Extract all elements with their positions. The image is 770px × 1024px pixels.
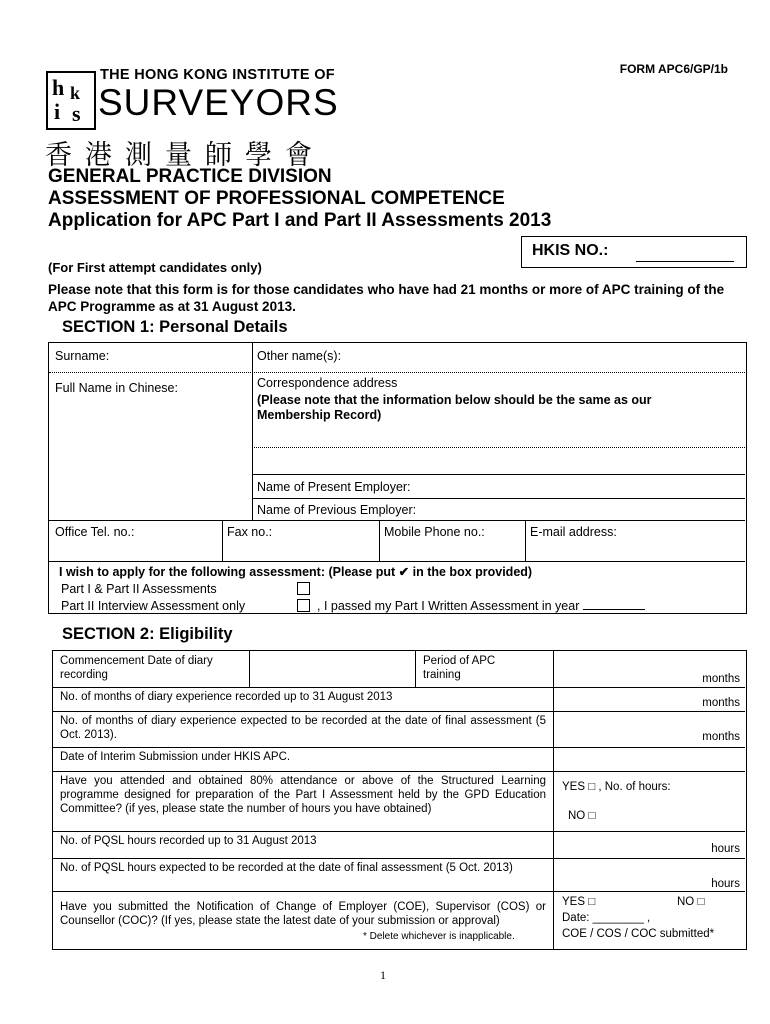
pqsl-expected-hours-unit: hours — [711, 878, 740, 890]
diary-recorded-months-unit: months — [702, 697, 740, 709]
logo-letter-k: k — [70, 83, 81, 103]
eligibility-notice: Please note that this form is for those candidates who have had 21 months or more of APC training of the APC Programme as at 31 August 2013. — [48, 282, 725, 314]
assessment-heading: ASSESSMENT OF PROFESSIONAL COMPETENCE — [48, 188, 505, 209]
logo-letter-i: i — [54, 99, 61, 124]
coe-submitted-label: COE / COS / COC submitted* — [562, 928, 715, 940]
apply-heading — [59, 565, 532, 580]
institute-name-line2: SURVEYORS — [98, 82, 339, 123]
coe-no-option[interactable]: NO □ — [677, 896, 705, 908]
mobile-label: Mobile Phone no.: — [384, 525, 485, 539]
hkis-no-box — [521, 236, 747, 268]
logo-letter-s: s — [72, 101, 81, 126]
coe-question: Have you submitted the Notification of Change of Employer (COE), Supervisor (COS) or Counsellor (COC)? (If yes, please state the latest date of your submission or approval) — [60, 901, 546, 927]
interim-submission-label: Date of Interim Submission under HKIS APC. — [60, 751, 291, 763]
tick-icon: ✔ — [398, 565, 410, 579]
full-name-chinese-label: Full Name in Chinese: — [55, 381, 178, 395]
office-tel-label: Office Tel. no.: — [55, 525, 135, 539]
year-field[interactable] — [583, 609, 645, 610]
coe-date-field[interactable]: Date: ________ , — [562, 912, 651, 924]
diary-expected-label: No. of months of diary experience expected to be recorded at the date of final assessment (5 Oct. 2013). — [60, 715, 546, 741]
surname-label: Surname: — [55, 349, 110, 363]
option-part2-only-label: Part II Interview Assessment only — [61, 599, 246, 613]
eligibility-table — [52, 650, 747, 950]
diary-expected-months-unit: months — [702, 731, 740, 743]
commencement-date-label: Commencement Date of diary recording — [60, 655, 213, 681]
application-heading: Application for APC Part I and Part II Assessments 2013 — [48, 210, 552, 231]
period-months-unit: months — [702, 673, 740, 685]
hkis-no-field[interactable] — [636, 261, 734, 262]
option-part1-part2-label: Part I & Part II Assessments — [61, 582, 217, 596]
attendance-question: Have you attended and obtained 80% attendance or above of the Structured Learning programme designed for preparation of the Part I Assessment held by the GPD Education Committee? (if yes, please state the number of hours you have obtained) — [60, 775, 546, 815]
pqsl-expected-label: No. of PQSL hours expected to be recorded at the date of final assessment (5 Oct. 2013) — [60, 862, 513, 874]
previous-employer-label: Name of Previous Employer: — [257, 503, 417, 517]
hkis-no-label: HKIS NO.: — [532, 242, 609, 259]
apply-heading-text: I wish to apply for the following assessment: (Please put — [59, 565, 396, 579]
logo-letter-h: h — [52, 75, 65, 100]
pqsl-recorded-hours-unit: hours — [711, 843, 740, 855]
part1-passed-year-text: , I passed my Part I Written Assessment in year — [317, 599, 580, 613]
section1-title: SECTION 1: Personal Details — [62, 318, 288, 336]
apply-heading-end: in the box provided) — [412, 565, 533, 579]
coe-yes-option[interactable]: YES □ — [562, 896, 596, 908]
hkis-logo — [46, 71, 96, 130]
option-part1-part2-checkbox[interactable] — [297, 581, 310, 596]
diary-recorded-label: No. of months of diary experience recorded up to 31 August 2013 — [60, 691, 393, 703]
other-names-label: Other name(s): — [257, 349, 342, 363]
institute-name-line1: THE HONG KONG INSTITUTE OF — [100, 67, 335, 83]
fax-label: Fax no.: — [227, 525, 273, 539]
division-heading: GENERAL PRACTICE DIVISION — [48, 166, 332, 187]
institute-chinese-name: 香港測量師學會 — [45, 140, 325, 171]
form-code: FORM APC6/GP/1b — [619, 62, 728, 76]
period-apc-training-label: Period of APC training — [423, 655, 496, 681]
page-number: 1 — [380, 968, 386, 982]
personal-details-table — [48, 342, 747, 614]
option-part2-only-checkbox[interactable] — [297, 598, 310, 613]
correspondence-address-label: Correspondence address — [257, 376, 398, 390]
pqsl-recorded-label: No. of PQSL hours recorded up to 31 August 2013 — [60, 835, 317, 847]
delete-note: * Delete whichever is inapplicable. — [363, 931, 515, 942]
address-note: (Please note that the information below should be the same as our Membership Record) — [257, 393, 652, 422]
attendance-yes-option[interactable]: YES □ , No. of hours: — [562, 781, 671, 793]
first-attempt-note: (For First attempt candidates only) — [48, 260, 262, 275]
email-label: E-mail address: — [530, 525, 617, 539]
part1-passed-year — [317, 599, 645, 614]
attendance-no-option[interactable]: NO □ — [568, 810, 596, 822]
present-employer-label: Name of Present Employer: — [257, 480, 411, 494]
section2-title: SECTION 2: Eligibility — [62, 625, 233, 643]
